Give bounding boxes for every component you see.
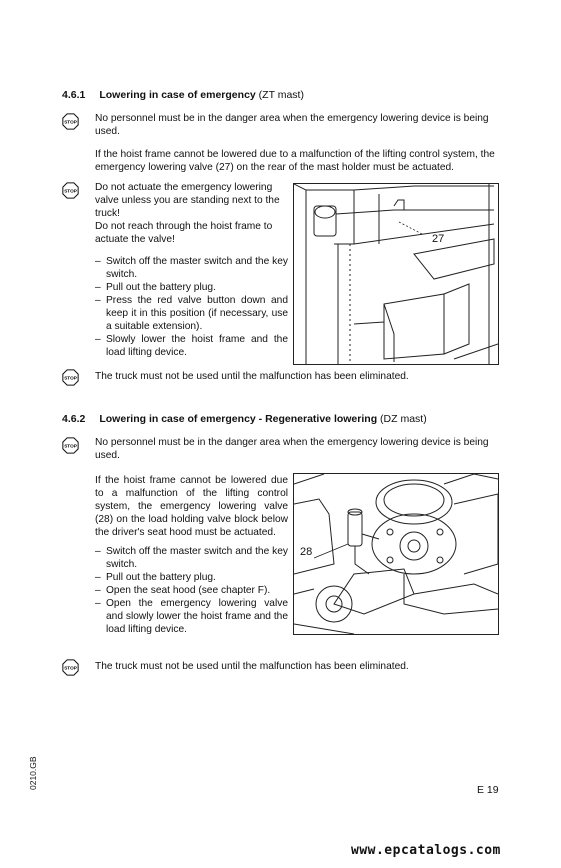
stop-icon xyxy=(62,369,79,386)
paragraph: If the hoist frame cannot be lowered due to a malfunction of the lifting control system, the emergency lowering valve (27) on the rear of the mast holder must be actuated. xyxy=(95,149,495,173)
warning-text: The truck must not be used until the malfunction has been eliminated. xyxy=(95,371,409,382)
list-item: – Open the emergency lowering valve and slowly lower the hoist frame and the load lifting device. xyxy=(95,597,288,636)
stop-icon xyxy=(62,659,79,676)
steps-list xyxy=(95,255,288,359)
figure-label-28: 28 xyxy=(300,546,313,558)
page-number: E 19 xyxy=(477,784,499,796)
section-heading-2 xyxy=(62,413,427,425)
section-suffix: (ZT mast) xyxy=(258,89,304,101)
warning-text: Do not actuate the emergency lowering valve unless you are standing next to the truck! xyxy=(95,182,280,219)
watermark: www.epcatalogs.com xyxy=(351,843,501,858)
list-item: – Switch off the master switch and the key switch. xyxy=(95,255,288,281)
section-suffix: (DZ mast) xyxy=(380,413,427,425)
section-number: 4.6.1 xyxy=(62,89,86,101)
svg-text:STOP: STOP xyxy=(64,375,77,381)
figure-valve-block xyxy=(293,473,499,635)
figure-label-27: 27 xyxy=(432,233,445,245)
warning-text: No personnel must be in the danger area when the emergency lowering device is being used. xyxy=(95,113,489,137)
section-heading-1 xyxy=(62,89,304,101)
steps-list xyxy=(95,545,288,636)
list-item: – Press the red valve button down and keep it in this position (if necessary, use a suitable extension). xyxy=(95,294,288,333)
valve-illustration xyxy=(294,474,498,634)
list-item: – Switch off the master switch and the key switch. xyxy=(95,545,288,571)
document-code: 0210.GB xyxy=(28,756,38,790)
paragraph: If the hoist frame cannot be lowered due to a malfunction of the lifting control system, the emergency lowering valve (28) on the load holding valve block below the driver's seat hood must be actuated. xyxy=(95,475,288,538)
section-title: Lowering in case of emergency xyxy=(99,89,256,101)
list-item: – Pull out the battery plug. xyxy=(95,281,288,294)
warning-block xyxy=(95,181,288,246)
section-number: 4.6.2 xyxy=(62,413,86,425)
list-item: – Open the seat hood (see chapter F). xyxy=(95,584,288,597)
list-item: – Slowly lower the hoist frame and the load lifting device. xyxy=(95,333,288,359)
warning-text: No personnel must be in the danger area when the emergency lowering device is being used. xyxy=(95,437,489,461)
warning-text: The truck must not be used until the malfunction has been eliminated. xyxy=(95,661,409,672)
figure-mast-holder xyxy=(293,183,499,365)
svg-text:STOP: STOP xyxy=(64,188,77,194)
mast-illustration xyxy=(294,184,498,364)
svg-text:STOP: STOP xyxy=(64,665,77,671)
warning-text: Do not reach through the hoist frame to actuate the valve! xyxy=(95,221,273,245)
svg-text:STOP: STOP xyxy=(64,119,77,125)
stop-icon xyxy=(62,182,79,199)
svg-text:STOP: STOP xyxy=(64,443,77,449)
stop-icon xyxy=(62,437,79,454)
stop-icon xyxy=(62,113,79,130)
section-title: Lowering in case of emergency - Regenerative lowering xyxy=(99,413,378,425)
list-item: – Pull out the battery plug. xyxy=(95,571,288,584)
